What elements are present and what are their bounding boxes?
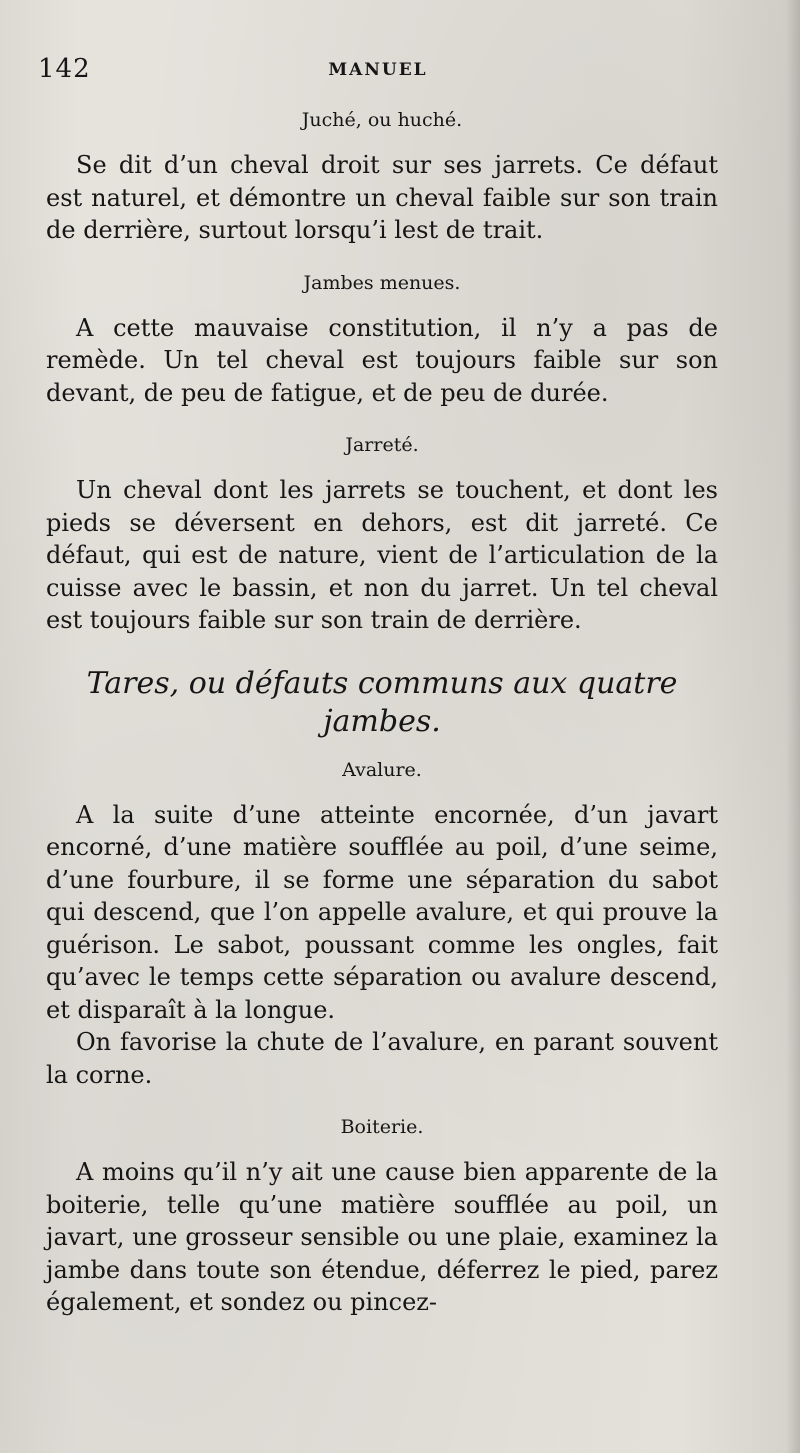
paragraph-juche: Se dit d’un cheval droit sur ses jarrets. Ce défaut est naturel, et démontre un cheval faible sur son train de derrière, surtout lorsqu’i lest de trait. xyxy=(46,151,718,244)
heading-boiterie: Boiterie. xyxy=(340,1116,424,1138)
heading-juche: Juché, ou huché. xyxy=(301,109,463,131)
paragraph-jarrete: Un cheval dont les jarrets se touchent, et dont les pieds se déversent en dehors, est dit jarreté. Ce défaut, qui est de nature, vient de l’articulation de la cuisse avec le bassin, et non du jarret. Un tel cheval est toujours faible sur son train de derrière. xyxy=(46,476,718,634)
running-head: MANUEL xyxy=(328,60,428,80)
paragraph-boiterie: A moins qu’il n’y ait une cause bien apparente de la boiterie, telle qu’une matière soufflée au poil, un javart, une grosseur sensible ou une plaie, examinez la jambe dans toute son étendue, déferrez le pied, parez également, et sondez ou pincez- xyxy=(46,1158,718,1316)
heading-jarrete: Jarreté. xyxy=(345,434,419,456)
page-edge-shadow xyxy=(786,0,800,1453)
heading-avalure: Avalure. xyxy=(342,758,422,781)
page-number: 142 xyxy=(38,54,91,84)
page-header xyxy=(38,54,718,90)
paragraph-jambes-menues: A cette mauvaise constitution, il n’y a pas de remède. Un tel cheval est toujours faible sur son devant, de peu de fatigue, et de peu de durée. xyxy=(46,313,718,407)
paragraph-avalure-2: On favorise la chute de l’avalure, en parant souvent la corne. xyxy=(46,1028,718,1089)
section-title-tares: Tares, ou défauts communs aux quatre jambes. xyxy=(86,665,678,739)
paragraph-avalure-1: A la suite d’une atteinte encornée, d’un javart encorné, d’une matière soufflée au poil, d’une seime, d’une fourbure, il se forme une séparation du sabot qui descend, que l’on appelle avalure, et qui prouve la guérison. Le sabot, poussant comme les ongles, fait qu’avec le temps cette séparation ou avalure descend, et disparaît à la longue. xyxy=(46,800,718,1024)
heading-jambes-menues: Jambes menues. xyxy=(303,271,461,294)
page-body xyxy=(46,104,718,1319)
